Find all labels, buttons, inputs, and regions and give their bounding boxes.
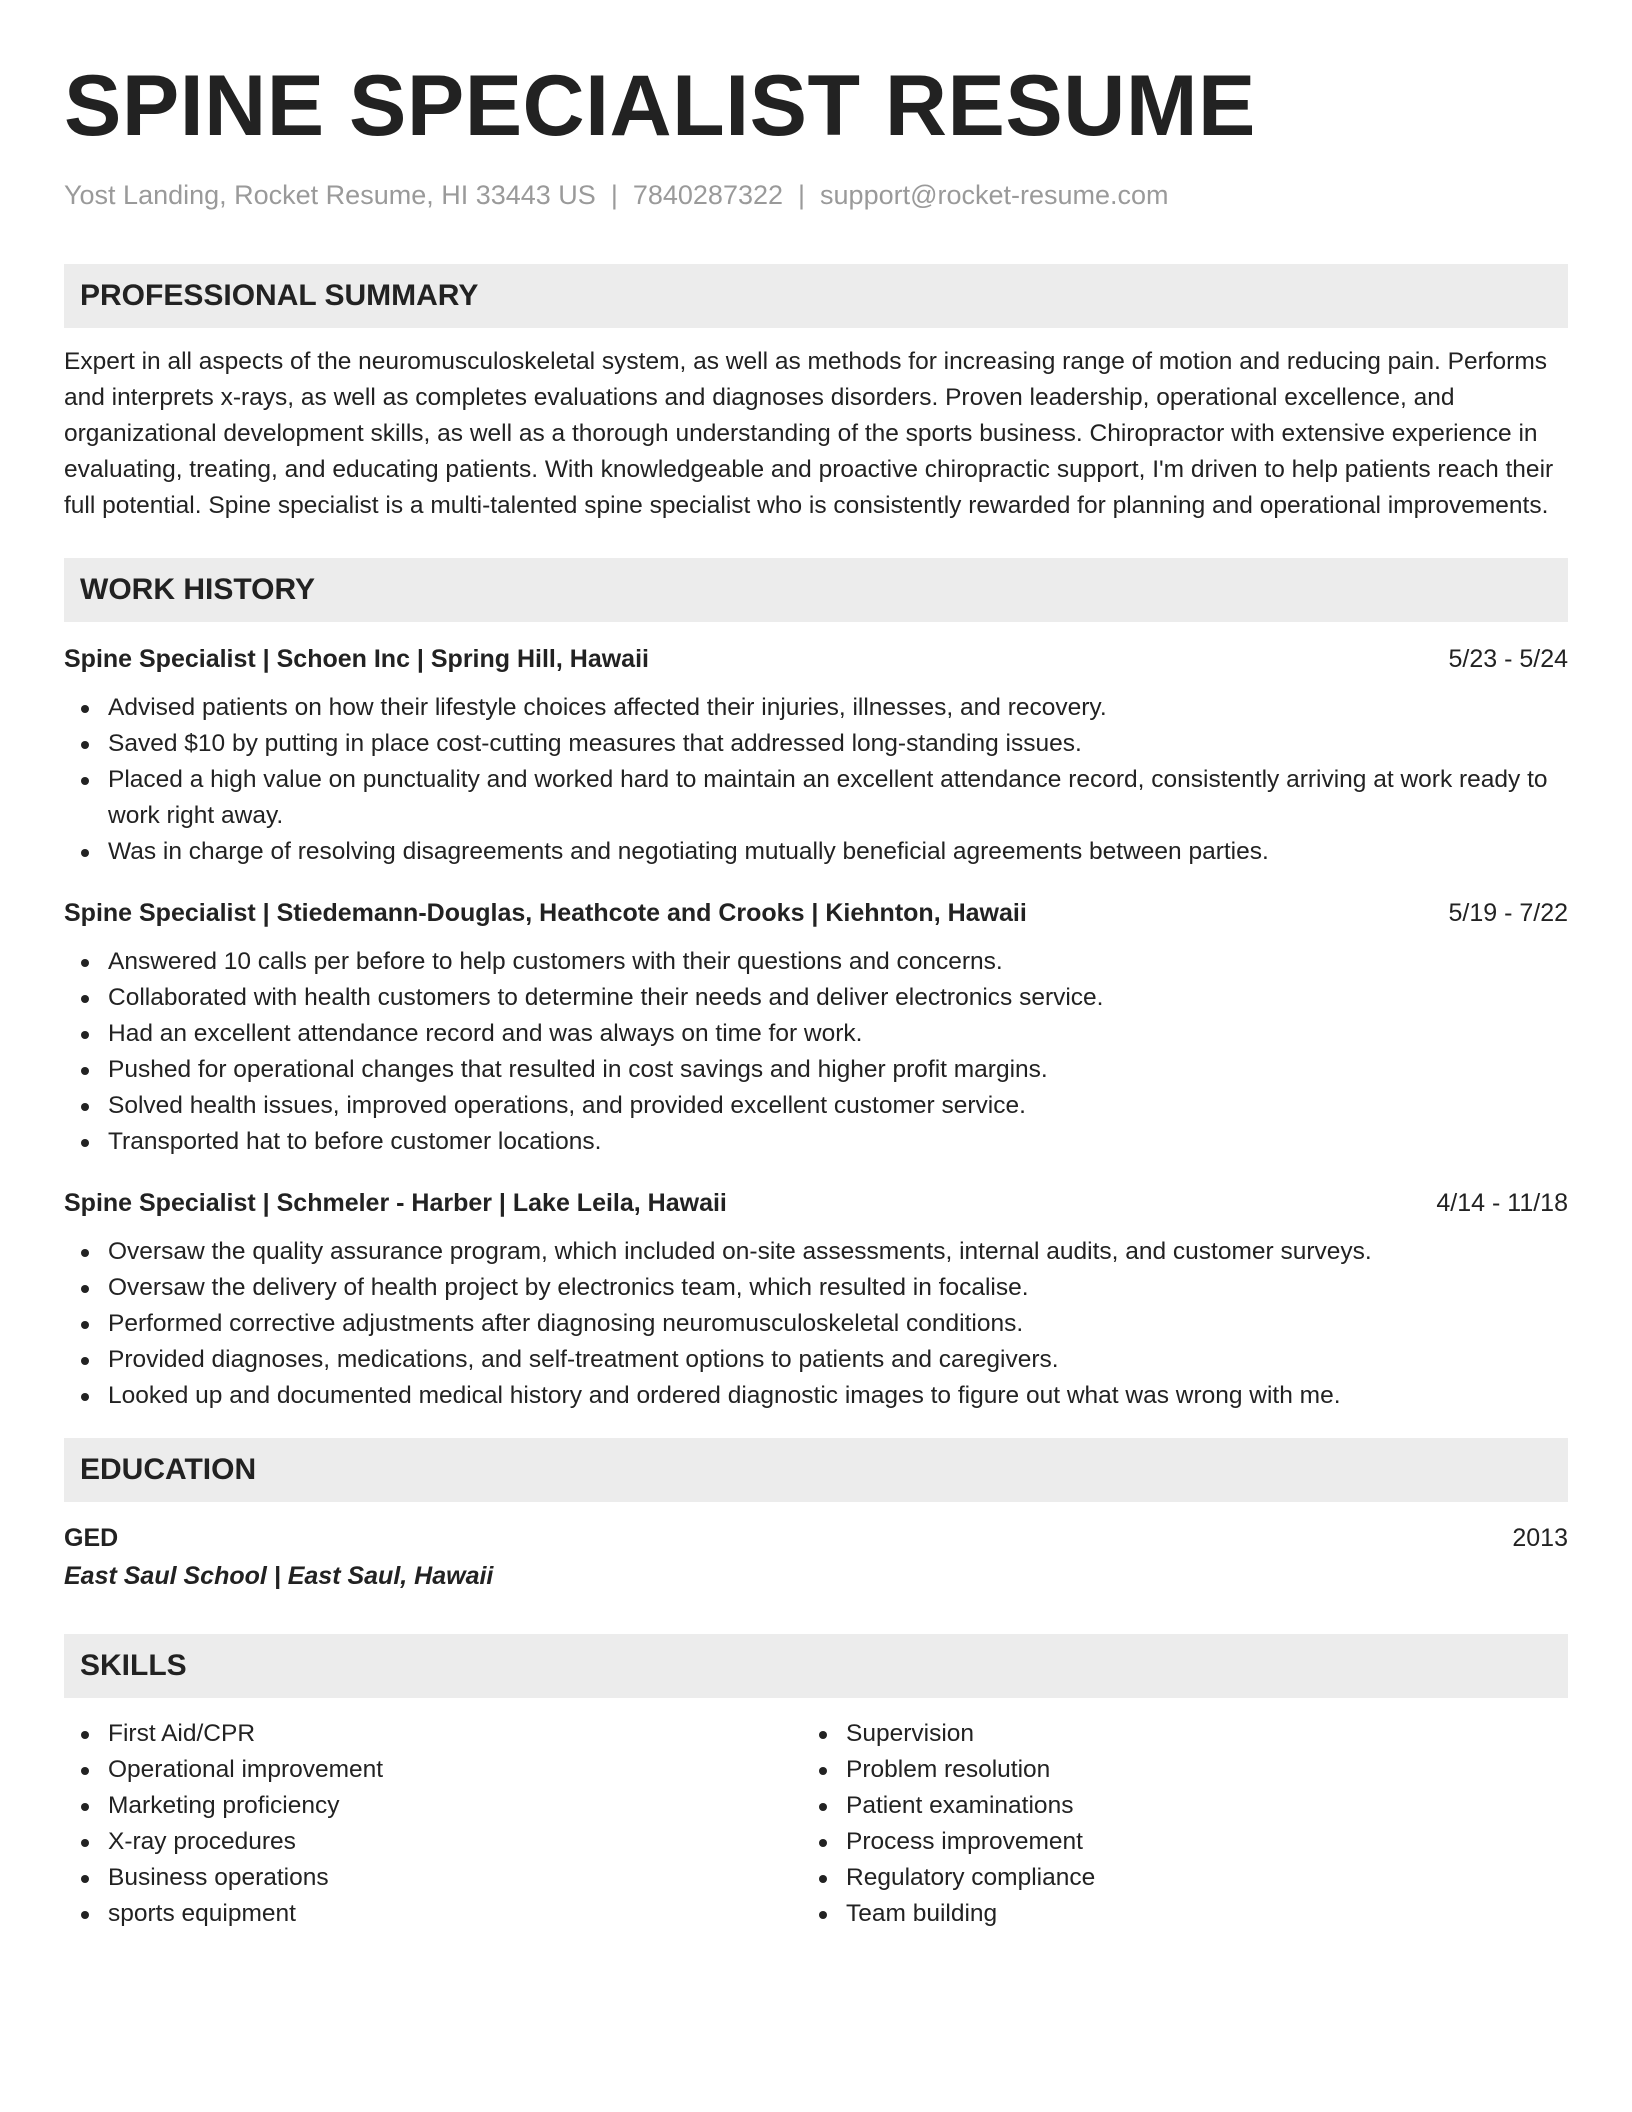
job-title: Spine Specialist | Schoen Inc | Spring Hill, Hawaii xyxy=(64,645,649,673)
job-dates: 5/23 - 5/24 xyxy=(1448,645,1568,673)
job-bullet: Transported hat to before customer locations. xyxy=(64,1124,1568,1160)
education-degree: GED xyxy=(64,1524,119,1552)
education-year: 2013 xyxy=(1512,1524,1568,1552)
job-title: Spine Specialist | Schmeler - Harber | Lake Leila, Hawaii xyxy=(64,1189,727,1217)
job-bullets xyxy=(64,690,1568,870)
skills-column-right xyxy=(802,1716,1540,1932)
education-entry xyxy=(64,1520,1568,1596)
summary-text: Expert in all aspects of the neuromusculoskeletal system, as well as methods for increasing range of motion and reducing pain. Performs and interprets x-rays, as well as completes evaluations and diagnoses disorders. Proven leadership, operational excellence, and organizational development skills, as well as a thorough understanding of the sports business. Chiropractor with extensive experience in evaluating, treating, and educating patients. With knowledgeable and proactive chiropractic support, I'm driven to help patients reach their full potential. Spine specialist is a multi-talented spine specialist who is consistently rewarded for planning and operational improvements. xyxy=(64,348,1554,519)
job-bullet: Had an excellent attendance record and was always on time for work. xyxy=(64,1016,1568,1052)
skill-item: Problem resolution xyxy=(802,1752,1540,1788)
job-entry xyxy=(64,642,1568,870)
skill-item: Supervision xyxy=(802,1716,1540,1752)
contact-line xyxy=(64,178,1568,212)
contact-address: Yost Landing, Rocket Resume, HI 33443 US xyxy=(64,180,596,210)
skill-item: Operational improvement xyxy=(64,1752,802,1788)
contact-separator: | xyxy=(798,180,806,210)
skill-item: sports equipment xyxy=(64,1896,802,1932)
section-header-work-history: WORK HISTORY xyxy=(64,558,1568,622)
contact-separator: | xyxy=(610,180,618,210)
skill-item: Regulatory compliance xyxy=(802,1860,1540,1896)
skill-item: Business operations xyxy=(64,1860,802,1896)
job-bullet: Advised patients on how their lifestyle choices affected their injuries, illnesses, and recovery. xyxy=(64,690,1568,726)
skill-item: Patient examinations xyxy=(802,1788,1540,1824)
job-bullet: Collaborated with health customers to determine their needs and deliver electronics service. xyxy=(64,980,1568,1016)
contact-email: support@rocket-resume.com xyxy=(820,180,1169,210)
job-bullet: Looked up and documented medical history and ordered diagnostic images to figure out what was wrong with me. xyxy=(64,1378,1568,1414)
contact-phone: 7840287322 xyxy=(632,180,784,210)
job-header xyxy=(64,1186,1568,1220)
job-bullet: Placed a high value on punctuality and worked hard to maintain an excellent attendance record, consistently arriving at work ready to work right away. xyxy=(64,762,1568,834)
skill-item: Marketing proficiency xyxy=(64,1788,802,1824)
job-bullets xyxy=(64,1234,1568,1414)
job-dates: 5/19 - 7/22 xyxy=(1448,899,1568,927)
job-bullet: Solved health issues, improved operations, and provided excellent customer service. xyxy=(64,1088,1568,1124)
job-bullet: Answered 10 calls per before to help customers with their questions and concerns. xyxy=(64,944,1568,980)
job-bullet: Was in charge of resolving disagreements and negotiating mutually beneficial agreements between parties. xyxy=(64,834,1568,870)
section-header-summary: PROFESSIONAL SUMMARY xyxy=(64,264,1568,328)
skills-list xyxy=(64,1716,1568,1932)
education-school: East Saul School | East Saul, Hawaii xyxy=(64,1562,494,1590)
job-entry xyxy=(64,896,1568,1160)
education-header xyxy=(64,1520,1568,1556)
job-bullet: Oversaw the delivery of health project by electronics team, which resulted in focalise. xyxy=(64,1270,1568,1306)
section-header-skills: SKILLS xyxy=(64,1634,1568,1698)
skills-column-left xyxy=(64,1716,802,1932)
job-bullet: Provided diagnoses, medications, and self-treatment options to patients and caregivers. xyxy=(64,1342,1568,1378)
job-title: Spine Specialist | Stiedemann-Douglas, Heathcote and Crooks | Kiehnton, Hawaii xyxy=(64,899,1027,927)
skill-item: First Aid/CPR xyxy=(64,1716,802,1752)
job-dates: 4/14 - 11/18 xyxy=(1436,1189,1568,1217)
job-bullets xyxy=(64,944,1568,1160)
job-bullet: Saved $10 by putting in place cost-cutting measures that addressed long-standing issues. xyxy=(64,726,1568,762)
job-bullet: Pushed for operational changes that resulted in cost savings and higher profit margins. xyxy=(64,1052,1568,1088)
job-bullet: Performed corrective adjustments after diagnosing neuromusculoskeletal conditions. xyxy=(64,1306,1568,1342)
skill-item: Team building xyxy=(802,1896,1540,1932)
job-header xyxy=(64,642,1568,676)
skill-item: X-ray procedures xyxy=(64,1824,802,1860)
skill-item: Process improvement xyxy=(802,1824,1540,1860)
resume-title: SPINE SPECIALIST RESUME xyxy=(64,58,1256,154)
job-bullet: Oversaw the quality assurance program, which included on-site assessments, internal audits, and customer surveys. xyxy=(64,1234,1568,1270)
job-header xyxy=(64,896,1568,930)
section-header-education: EDUCATION xyxy=(64,1438,1568,1502)
job-entry xyxy=(64,1186,1568,1414)
